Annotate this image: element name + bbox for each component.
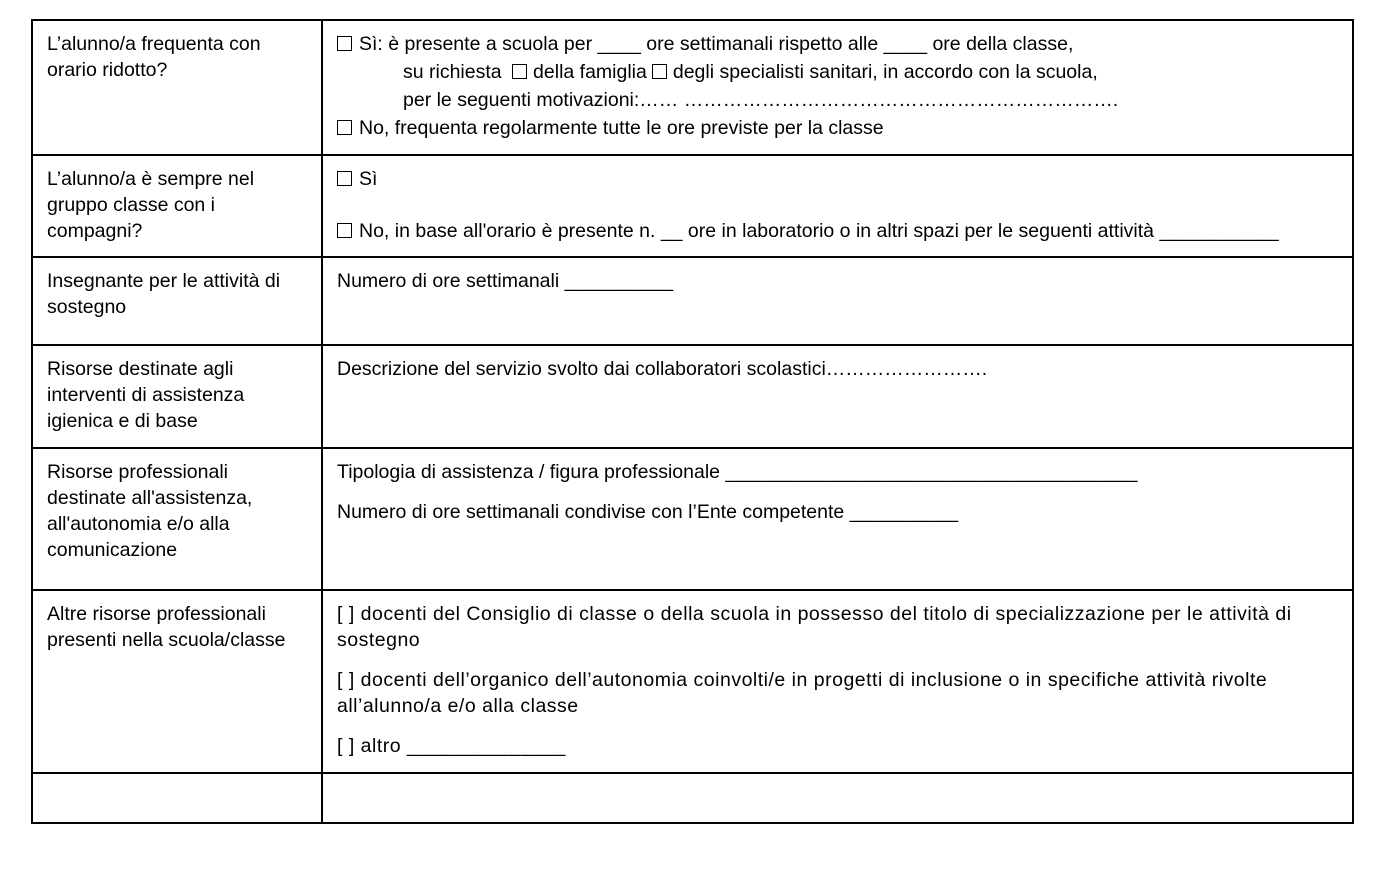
table-row bbox=[32, 20, 1353, 155]
row-content-cell bbox=[322, 448, 1353, 590]
option-text: No, in base all'orario è presente n. bbox=[359, 219, 661, 242]
option-line bbox=[337, 115, 1340, 141]
checkbox-icon[interactable] bbox=[337, 171, 352, 186]
checkbox-icon[interactable] bbox=[512, 64, 527, 79]
assistance-type-line[interactable]: Tipologia di assistenza / figura professionale ______________________________________ bbox=[337, 460, 1138, 483]
row-label-cell bbox=[32, 773, 322, 823]
row-label-cell bbox=[32, 448, 322, 590]
blank-field[interactable]: __ bbox=[660, 219, 683, 242]
motivations-text[interactable]: per le seguenti motivazioni:…… …………………………………………………………. bbox=[403, 89, 1119, 112]
row-label: L’alunno/a frequenta con orario ridotto? bbox=[47, 33, 261, 82]
row-content-cell bbox=[322, 20, 1353, 155]
blank-field[interactable]: ___________ bbox=[1159, 219, 1279, 242]
table-row bbox=[32, 590, 1353, 773]
option-text: della famiglia bbox=[533, 61, 647, 84]
table-row bbox=[32, 155, 1353, 257]
shared-hours-line[interactable]: Numero di ore settimanali condivise con l’Ente competente __________ bbox=[337, 500, 959, 523]
option-line-inline-checkboxes bbox=[337, 59, 1340, 85]
bracket-option-specialization[interactable]: [ ] docenti del Consiglio di classe o della scuola in possesso del titolo di specializzazione per le attività di sostegno bbox=[337, 602, 1292, 651]
blank-field[interactable]: ____ bbox=[597, 33, 641, 55]
checkbox-icon[interactable] bbox=[652, 64, 667, 79]
row-content-cell bbox=[322, 590, 1353, 773]
bracket-option-inclusion-projects[interactable]: [ ] docenti dell’organico dell’autonomia coinvolti/e in progetti di inclusione o in specifiche attività rivolte all’alunno/a e/o alla classe bbox=[337, 669, 1268, 718]
option-text: Sì: è presente a scuola per bbox=[359, 33, 598, 55]
option-line-no bbox=[337, 218, 1340, 244]
row-content-cell bbox=[322, 155, 1353, 257]
row-label-cell bbox=[32, 345, 322, 447]
checkbox-icon[interactable] bbox=[337, 36, 352, 51]
row-content-cell bbox=[322, 345, 1353, 447]
blank-field[interactable]: ____ bbox=[883, 33, 928, 55]
option-line-motivations bbox=[337, 87, 1340, 113]
resources-form-table bbox=[31, 19, 1354, 824]
row-label: Altre risorse professionali presenti nella scuola/classe bbox=[47, 602, 286, 651]
checkbox-icon[interactable] bbox=[337, 223, 352, 238]
service-description-line[interactable]: Descrizione del servizio svolto dai collaboratori scolastici……………………. bbox=[337, 358, 988, 381]
spacer-line bbox=[337, 551, 1340, 577]
row-label-cell bbox=[32, 20, 322, 155]
spacer-line bbox=[337, 408, 1340, 434]
row-label: Risorse destinate agli interventi di assistenza igienica e di base bbox=[47, 358, 245, 433]
table-row bbox=[32, 345, 1353, 447]
hours-line[interactable]: Numero di ore settimanali __________ bbox=[337, 269, 674, 292]
row-label-cell bbox=[32, 590, 322, 773]
option-text-mid: ore in laboratorio o in altri spazi per le seguenti attività bbox=[682, 219, 1155, 242]
spacer-line bbox=[337, 306, 1340, 332]
option-lead-text: su richiesta bbox=[403, 61, 508, 84]
option-text: No, frequenta regolarmente tutte le ore previste per la classe bbox=[359, 117, 884, 140]
option-text: Sì bbox=[359, 167, 378, 190]
table-row bbox=[32, 448, 1353, 590]
row-label: Insegnante per le attività di sostegno bbox=[47, 269, 281, 318]
row-label bbox=[47, 784, 309, 810]
row-content-cell bbox=[322, 773, 1353, 823]
empty-line bbox=[337, 784, 1340, 810]
option-text: degli specialisti sanitari, in accordo con la scuola, bbox=[672, 61, 1098, 84]
option-text-mid: ore settimanali rispetto alle bbox=[640, 33, 884, 55]
table-row-partial bbox=[32, 773, 1353, 823]
row-label-cell bbox=[32, 155, 322, 257]
row-label: Risorse professionali destinate all'assistenza, all'autonomia e/o alla comunicazione bbox=[47, 460, 253, 561]
row-content-cell bbox=[322, 257, 1353, 345]
table-row bbox=[32, 257, 1353, 345]
bracket-option-other[interactable]: [ ] altro ______________ bbox=[337, 735, 566, 758]
row-label-cell bbox=[32, 257, 322, 345]
checkbox-icon[interactable] bbox=[337, 120, 352, 135]
option-line-yes bbox=[337, 166, 1340, 192]
row-label: L’alunno/a è sempre nel gruppo classe con i compagni? bbox=[47, 167, 255, 242]
option-text-after: ore della classe, bbox=[927, 33, 1074, 55]
option-line bbox=[337, 31, 1340, 57]
